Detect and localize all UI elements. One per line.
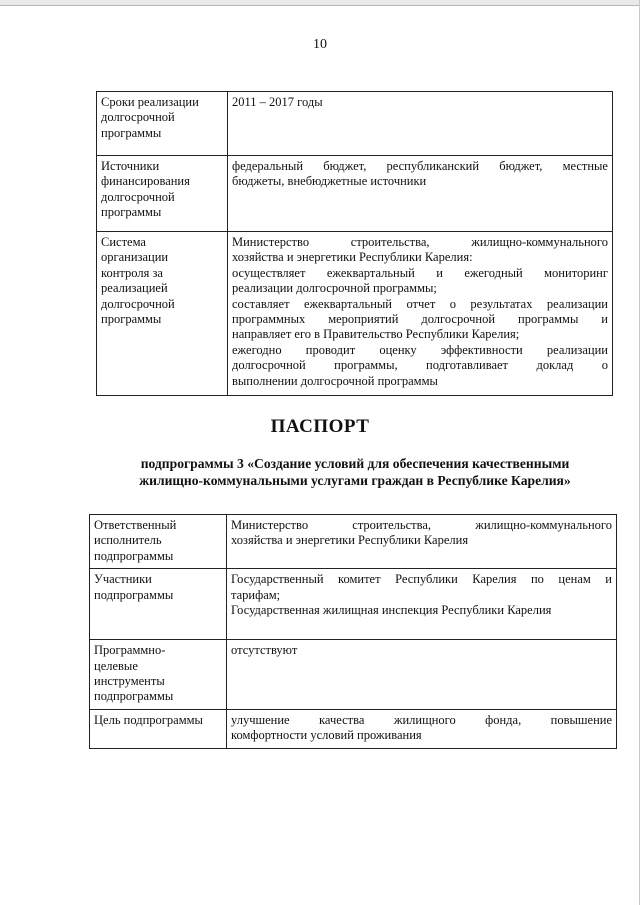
label-line: подпрограммы [94, 689, 174, 704]
row-value [228, 156, 613, 232]
label-line: Источники [101, 159, 160, 173]
label-line: инструменты [94, 674, 165, 689]
value-line: тарифам; [231, 587, 281, 602]
value-line: долгосрочной программы, подготавливает доклад о [232, 358, 608, 373]
row-label [97, 156, 228, 232]
label-line: долгосрочной [101, 189, 175, 204]
table-row [97, 232, 613, 396]
subprogram-title-line: жилищно-коммунальными услугами граждан в Республике Карелия» [139, 473, 571, 488]
label-line: Ответственный [94, 518, 177, 532]
scan-edge-line [0, 5, 640, 6]
label-line: финансирования [101, 174, 190, 189]
table-row [90, 515, 617, 569]
row-label [90, 515, 227, 569]
row-value [227, 569, 617, 640]
passport-title: ПАСПОРТ [270, 416, 370, 437]
row-value [227, 709, 617, 748]
label-line: целевые [94, 658, 138, 673]
label-line: программы [101, 205, 162, 220]
label-line: подпрограммы [94, 587, 174, 602]
value-line: составляет ежеквартальный отчет о результатах реализации [232, 296, 608, 311]
row-value [228, 92, 613, 156]
label-line: программы [101, 125, 162, 140]
label-line: долгосрочной [101, 110, 175, 125]
value-line: осуществляет ежеквартальный и ежегодный мониторинг [232, 265, 608, 280]
table-row [90, 709, 617, 748]
row-value [227, 640, 617, 710]
label-line: реализацией [101, 281, 168, 296]
value-line: отсутствуют [231, 643, 298, 658]
value-line: бюджеты, внебюджетные источники [232, 174, 427, 189]
table-row [97, 92, 613, 156]
value-line: Министерство строительства, жилищно-коммунального [232, 235, 608, 249]
label-line: Цель подпрограммы [94, 712, 203, 727]
table-row [90, 640, 617, 710]
label-line: подпрограммы [94, 548, 174, 563]
table-row [90, 569, 617, 640]
label-line: Программно- [94, 643, 166, 658]
value-line: Министерство строительства, жилищно-коммунального [231, 518, 612, 532]
label-line: Сроки реализации [101, 95, 199, 109]
page-number: 10 [313, 37, 327, 52]
subprogram-title-line: подпрограммы 3 «Создание условий для обеспечения качественными [140, 456, 570, 471]
row-label [97, 92, 228, 156]
value-line: комфортности условий проживания [231, 728, 422, 743]
value-line: хозяйства и энергетики Республики Карелия [231, 533, 469, 548]
value-line: Государственный комитет Республики Карелия по ценам и [231, 572, 612, 587]
row-label [90, 709, 227, 748]
row-label [97, 232, 228, 396]
value-line: направляет его в Правительство Республики Карелия; [232, 327, 520, 342]
row-label [90, 640, 227, 710]
label-line: долгосрочной [101, 296, 175, 311]
table-row [97, 156, 613, 232]
label-line: организации [101, 250, 169, 265]
value-line: хозяйства и энергетики Республики Карелия: [232, 250, 473, 265]
value-line: Государственная жилищная инспекция Республики Карелия [231, 603, 552, 618]
row-label [90, 569, 227, 640]
value-line: улучшение качества жилищного фонда, повышение [231, 712, 612, 727]
label-line: Система [101, 235, 146, 249]
subprogram-title [60, 455, 640, 489]
value-line: ежегодно проводит оценку эффективности реализации [232, 342, 608, 357]
value-line: федеральный бюджет, республиканский бюджет, местные [232, 159, 608, 173]
subprogram-passport-table [89, 514, 617, 749]
program-details-table [96, 91, 613, 396]
label-line: программы [101, 312, 162, 327]
label-line: Участники [94, 572, 152, 587]
value-line: выполнении долгосрочной программы [232, 373, 438, 388]
row-value [227, 515, 617, 569]
label-line: контроля за [101, 265, 163, 280]
row-value [228, 232, 613, 396]
value-line: реализации долгосрочной программы; [232, 281, 437, 296]
value-line: 2011 – 2017 годы [232, 95, 323, 109]
value-line: программных мероприятий долгосрочной программы и [232, 312, 608, 327]
label-line: исполнитель [94, 533, 162, 548]
